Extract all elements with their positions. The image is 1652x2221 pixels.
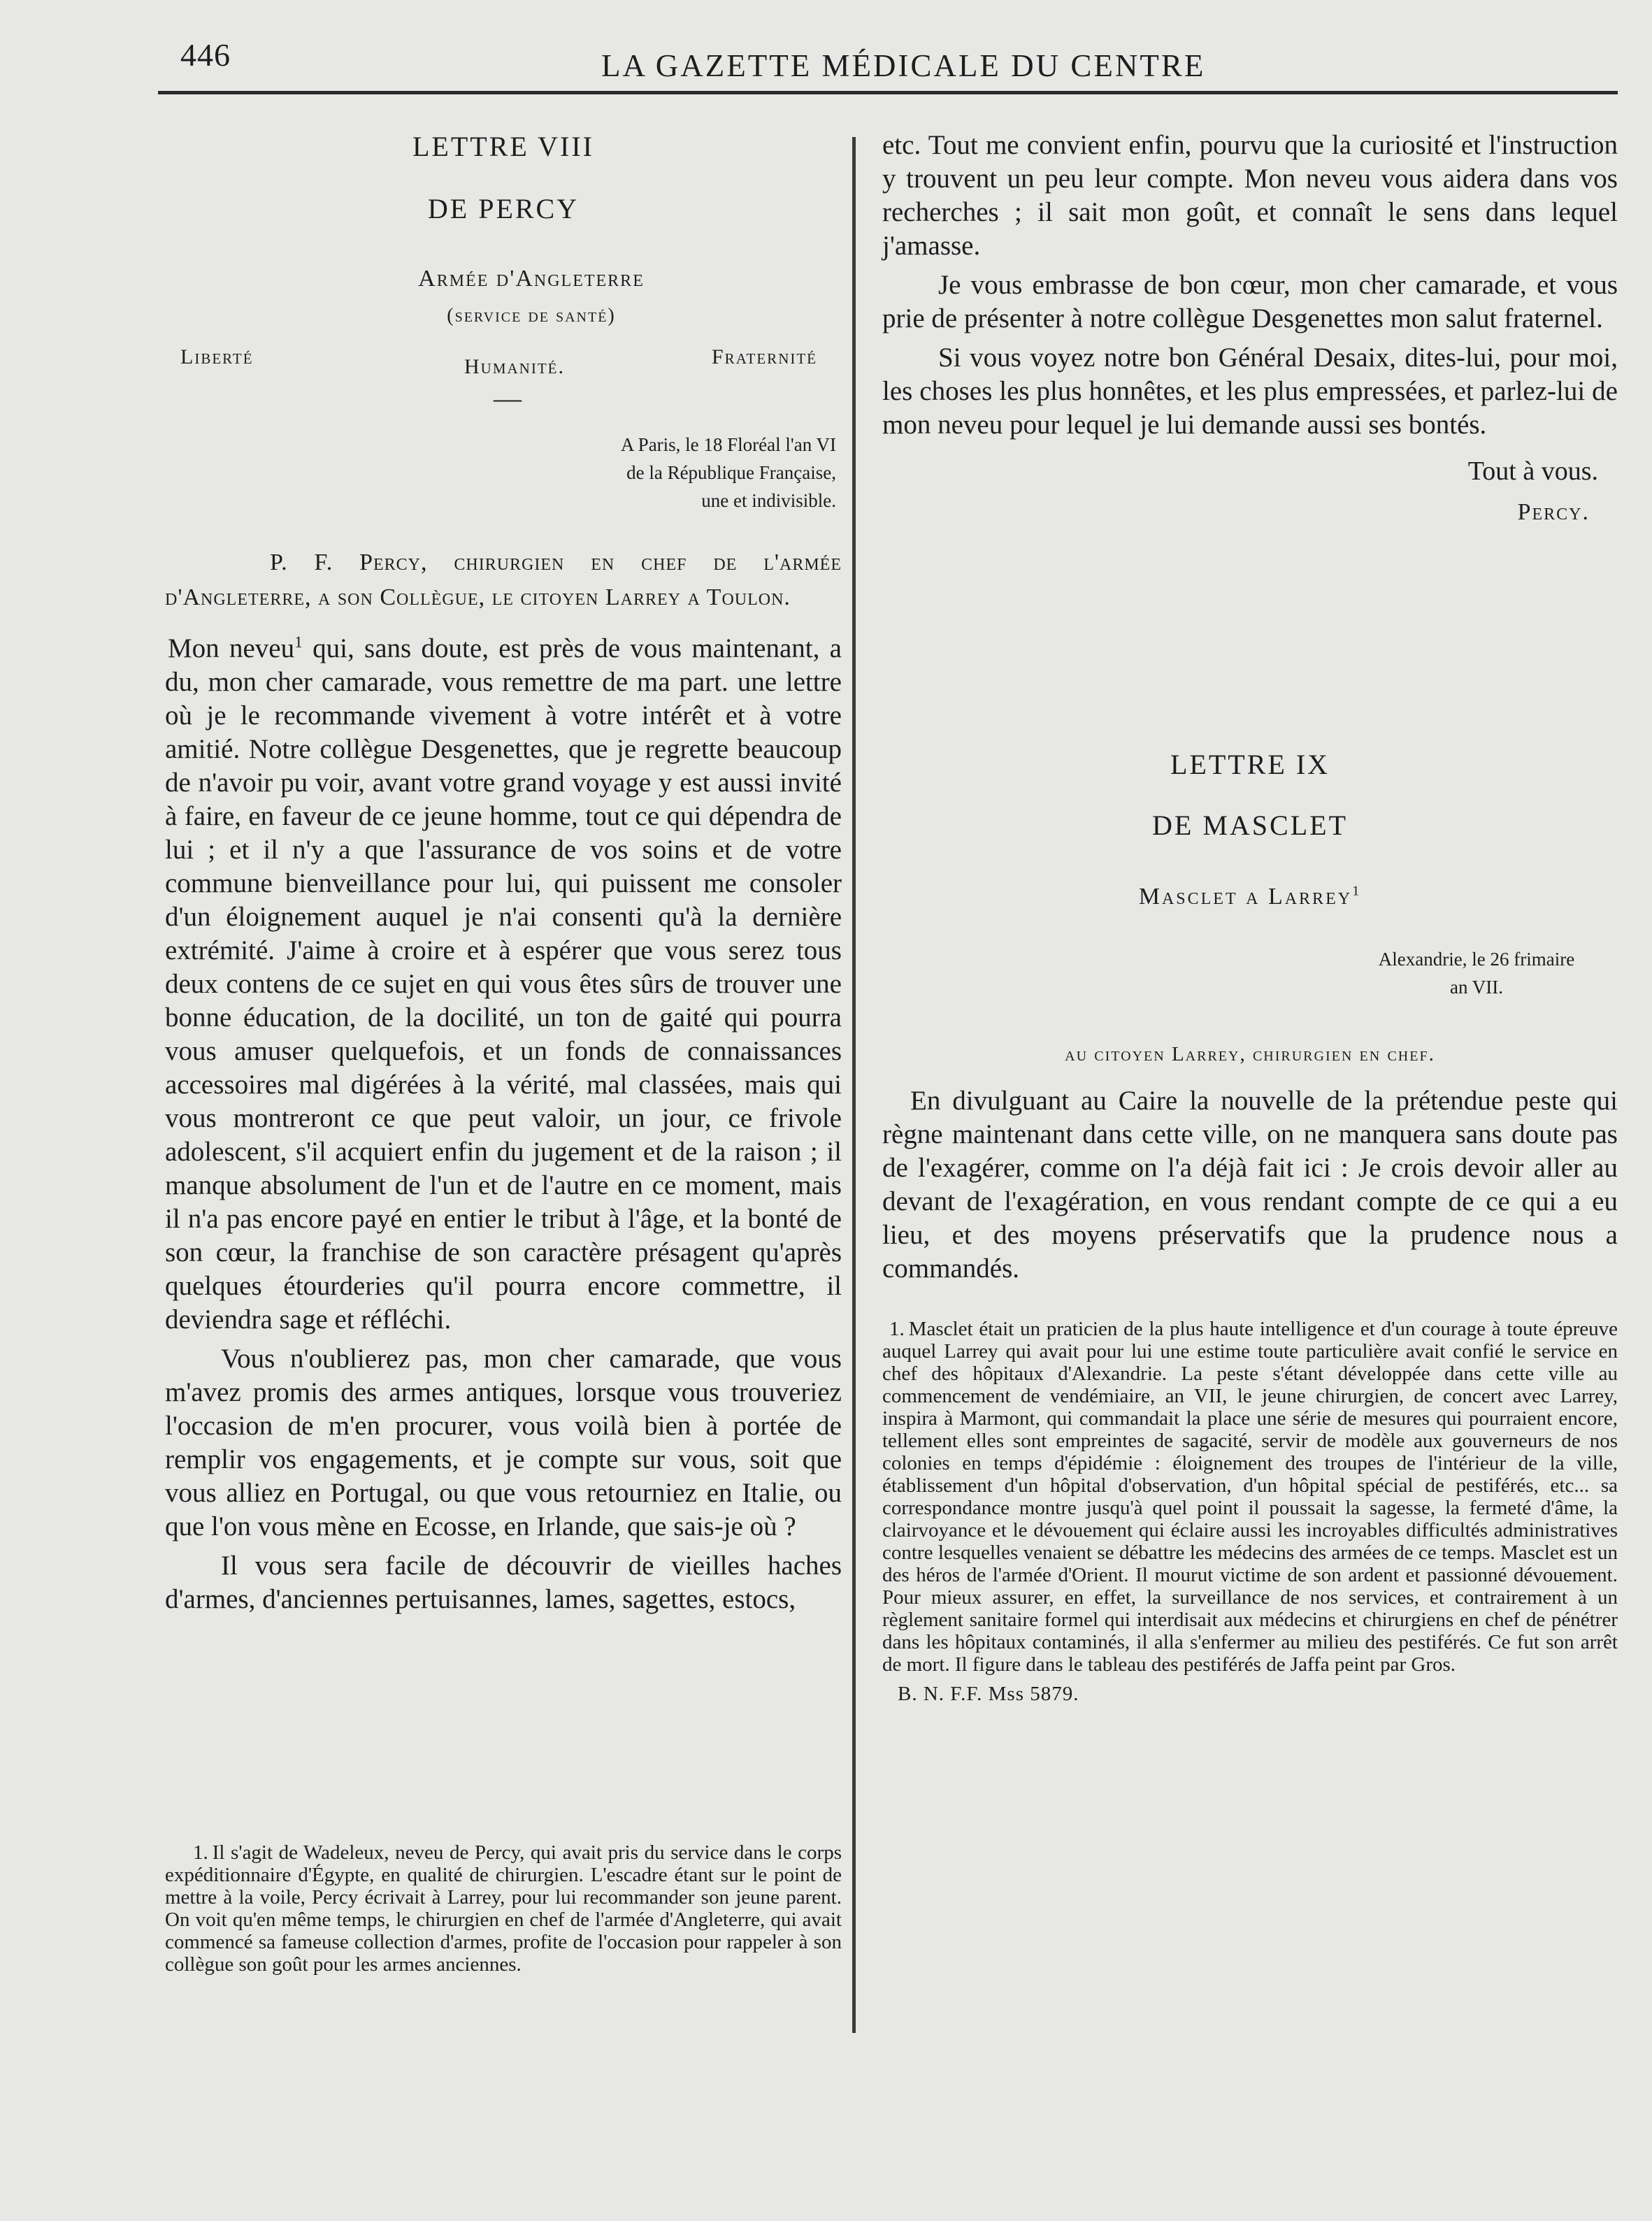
- letter8-dateline: [543, 431, 836, 515]
- text-run: Mon neveu: [168, 633, 295, 663]
- letter9-dateline: [1344, 945, 1609, 1001]
- manuscript-source: B. N. F.F. Mss 5879.: [898, 1683, 1079, 1705]
- letter8-address: P. F. Percy, chirurgien en chef de l'armée d'Angleterre, a son Collègue, le citoyen Larrey a Toulon.: [165, 549, 842, 610]
- paragraph: [165, 632, 842, 1337]
- dateline-line: de la République Française,: [626, 462, 836, 483]
- left-column: [165, 129, 842, 1976]
- paragraph: etc. Tout me convient enfin, pourvu que la curiosité et l'instruction y trouvent un peu leur compte. Mon neveu vous aidera dans vos recherches ; il sait mon goût, et connaît le sens dans lequel j'amasse.: [882, 130, 1618, 261]
- footnote-mark: 1.: [193, 1841, 208, 1864]
- right-column: [882, 129, 1618, 1706]
- letter8-footnote: [165, 1841, 842, 1976]
- footnote-mark: 1.: [889, 1318, 905, 1340]
- footnote-reference: 1: [1352, 883, 1362, 899]
- paragraph: Il vous sera facile de découvrir de vieilles haches d'armes, d'anciennes pertuisannes, lames, sagettes, estocs,: [165, 1551, 842, 1614]
- letter8-motto: [165, 345, 842, 380]
- letter8-author: DE PERCY: [427, 193, 580, 224]
- dateline-line: une et indivisible.: [701, 490, 836, 511]
- running-title: LA GAZETTE MÉDICALE DU CENTRE: [601, 48, 1206, 83]
- letter8-closing: Tout à vous.: [1467, 457, 1598, 486]
- motto-fraternite: Fraternité: [712, 345, 818, 368]
- footnote-text: Masclet était un praticien de la plus haute intelligence et d'un courage à toute épreuve auquel Larrey qui avait pour lui une estime toute particulière avait confié le service en chef des hôpitaux d'Alexandrie. La peste s'étant développée dans cette ville au commencement de vendémiaire, an VII, le jeune chirurgien, de concert avec Larrey, inspira à Marmont, qui commandait la place une série de mesures qui pourraient encore, tellement elles sont empreintes de sagacité, servir de modèle aux gouverneurs de nos colonies en temps d'épidémie : éloignement des troupes de l'intérieur de la ville, établissement d'un hôpital d'observation, d'un hôpital spécial de pestiférés, etc... sa correspondance montre jusqu'à quel point il poussait la sagesse, la fermeté d'âme, la clairvoyance et le dévouement qui éclaire aussi les incroyables difficultés administratives contre lesquelles venaient se débattre les médecins des armées de ce temps. Masclet est un des héros de l'armée d'Orient. Il mourut victime de son ardent et passionné dévouement. Pour mieux assurer, en effet, la surveillance de nos services, et contrairement à un règlement sanitaire formel qui interdisait aux médecins et chirurgiens en chef de pénétrer dans les hôpitaux contaminés, il alla s'enfermer au milieu des pestiférés. Ce fut son arrêt de mort. Il figure dans le tableau des pestiférés de Jaffa peint par Gros.: [882, 1318, 1618, 1676]
- letter9-body: [882, 1084, 1618, 1286]
- motto-humanite: Humanité.: [464, 355, 565, 378]
- letter8-body: [165, 632, 842, 1616]
- dateline-line: A Paris, le 18 Floréal l'an VI: [620, 434, 836, 455]
- separator-dash: —: [494, 382, 522, 414]
- letter9-author: DE MASCLET: [1152, 810, 1348, 841]
- subtitle-text: Masclet a Larrey: [1138, 884, 1353, 910]
- dateline-line: an VII.: [1450, 977, 1503, 998]
- dateline-line: Alexandrie, le 26 frimaire: [1378, 949, 1575, 970]
- text-run: qui, sans doute, est près de vous maintenant, a du, mon cher camarade, vous remettre de ma part. une lettre où je le recommande vivement à votre intérêt et à votre amitié. Notre collègue Desgenettes, que je regrette beaucoup de n'avoir pu voir, avant votre grand voyage y est aussi invité à faire, en faveur de ce jeune homme, tout ce qui dépendra de lui ; et il n'y a que l'assurance de vos soins et de votre commune bienveillance pour lui, qui puissent me consoler d'un éloignement auquel je n'ai consenti qu'à la dernière extrémité. J'aime à croire et à espérer que vous serez tous deux contens de ce sujet en qui vous êtes sûrs de trouver une bonne éducation, de la docilité, un ton de gaité qui pourra vous amuser quelquefois, et un fonds de connaissances accessoires mal digérées à la vérité, mal classées, mais qui vous montreront ce que peut valoir, un jour, ce frivole adolescent, s'il acquiert enfin du jugement et de la raison ; il manque absolument de l'un et de l'autre en ce moment, mais il n'a pas encore payé en entier le tribut à l'âge, et la bonté de son cœur, la franchise de son caractère présagent qu'après quelques étourderies qu'il pourra encore commettre, il deviendra sage et réfléchi.: [165, 633, 842, 1335]
- letter8-body-continued: [882, 129, 1618, 442]
- letter9-address: au citoyen Larrey, chirurgien en chef.: [1065, 1043, 1435, 1065]
- motto-liberte: Liberté: [180, 345, 254, 368]
- column-rule: [852, 137, 856, 2033]
- paragraph: En divulguant au Caire la nouvelle de la prétendue peste qui règne maintenant dans cette ville, on ne manquera sans doute pas de l'exagérer, comme on l'a déjà fait ici : Je crois devoir aller au devant de l'exagération, en vous rendant compte de ce qui a eu lieu, et des moyens préservatifs que la prudence nous a commandés.: [882, 1086, 1618, 1284]
- paragraph: Si vous voyez notre bon Général Desaix, dites-lui, pour moi, les choses les plus honnêtes, et les plus empressées, et parlez-lui de mon neveu pour lequel je lui demande aussi ses bontés.: [882, 343, 1618, 440]
- paragraph: Je vous embrasse de bon cœur, mon cher camarade, et vous prie de présenter à notre collègue Desgenettes mon salut fraternel.: [882, 270, 1618, 333]
- letter8-title: LETTRE VIII: [412, 131, 594, 162]
- letter8-signature: Percy.: [1517, 499, 1590, 525]
- page-number: 446: [180, 37, 231, 73]
- letter9-title: LETTRE IX: [1170, 749, 1330, 780]
- header-rule: [158, 91, 1618, 94]
- footnote-text: Il s'agit de Wadeleux, neveu de Percy, qui avait pris du service dans le corps expéditionnaire d'Égypte, en qualité de chirurgien. L'escadre étant sur le point de mettre à la voile, Percy écrivait à Larrey, pour lui recommander son jeune parent. On voit qu'en même temps, le chirurgien en chef de l'armée d'Angleterre, qui avait commencé sa fameuse collection d'armes, profite de l'occasion pour rappeler à son collègue son goût pour les armes anciennes.: [165, 1841, 842, 1976]
- paragraph: Vous n'oublierez pas, mon cher camarade, que vous m'avez promis des armes antiques, lorsque vous trouveriez l'occasion de m'en procurer, vous voilà bien à portée de remplir vos engagements, et je compte sur vous, soit que vous alliez en Portugal, ou que vous retourniez en Italie, ou que l'on vous mène en Ecosse, en Irlande, que sais-je où ?: [165, 1344, 842, 1541]
- letter9-footnote: [882, 1318, 1618, 1676]
- letter8-service: (service de santé): [447, 305, 616, 326]
- footnote-reference: 1: [294, 633, 303, 652]
- letter8-army: Armée d'Angleterre: [418, 266, 645, 292]
- letter9-subtitle: [882, 884, 1618, 910]
